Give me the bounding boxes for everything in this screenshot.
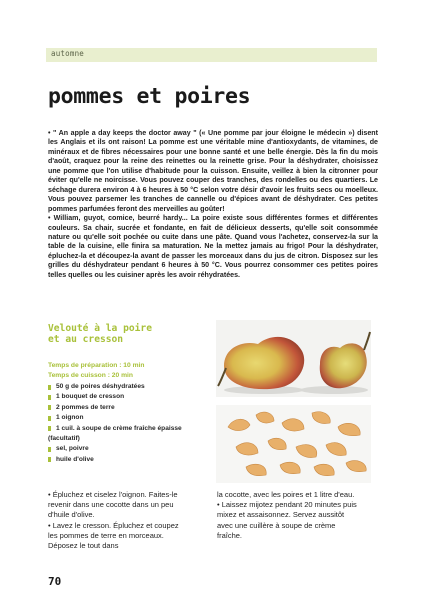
- intro-paragraph-apples: • " An apple a day keeps the doctor away " (« Une pomme par jour éloigne le médecin ») disent les Anglais et ils ont raison! La pomme est une véritable mine d'antioxydants, de vitamines, de minéraux et de fibres nécessaires pour une bonne santé et une belle énergie. Dès la fin du mois d'août, craquez pour la reine des reinettes ou la reinette grise. Pour la déshydrater, choisissez une pomme que l'on utilise d'habitude pour la cuisson. Ensuite, veillez à bien la citronner pour éviter qu'elle ne noircisse. Vous pouvez couper des tranches, des rondelles ou des quartiers. Le séchage durera environ 4 à 6 heures à 50 °C selon votre désir d'avoir les fruits secs ou moelleux. Vous pouvez parsemer les tranches de cannelle ou d'épices avant de déshydrater. Ces petites pommes parfumées feront des merveilles au goûter!: [48, 129, 378, 213]
- season-header-bar: [46, 48, 377, 62]
- ingredient-item: sel, poivre: [48, 444, 213, 454]
- recipe-title-line-1: Velouté à la poire: [48, 323, 152, 334]
- ingredient-item: (facultatif): [48, 435, 80, 443]
- ingredient-item: huile d'olive: [48, 455, 213, 465]
- season-label: automne: [51, 49, 85, 58]
- cook-time: Temps de cuisson : 20 min: [48, 371, 133, 379]
- ingredient-item: 2 pommes de terre: [48, 403, 213, 413]
- ingredient-item: 1 bouquet de cresson: [48, 392, 213, 402]
- intro-paragraph-pears: • William, guyot, comice, beurré hardy... La poire existe sous différentes formes et différentes couleurs. Sa chair, sucrée et fondante, en fait de délicieux desserts, qu'elle soit consommée nature ou qu'elle soit pochée ou cuite dans une pâte. Quand vous l'achetez, conservez-la sur la table de la cuisine, elle finira sa maturation. Ne la mettez jamais au frigo! Pour la déshydrater, épluchez-la et découpez-la avant de passer les morceaux dans du jus de citron. Disposez sur les grilles du déshydrateur pendant 6 heures à 50 °C. Vous pourrez consommer ces petites poires telles quelles ou les cuisiner après les avoir réhydratées.: [48, 214, 378, 279]
- dried-slices-illustration: [216, 405, 371, 483]
- recipe-step: la cocotte, avec les poires et 1 litre d'eau.: [217, 490, 355, 499]
- ingredient-item: 50 g de poires déshydratées: [48, 382, 213, 392]
- two-pears-photo: [216, 320, 371, 397]
- ingredient-list: [48, 382, 213, 465]
- recipe-steps-left-column: [48, 490, 188, 551]
- page-title: pommes et poires: [48, 84, 251, 109]
- prep-time: Temps de préparation : 10 min: [48, 362, 145, 369]
- recipe-steps-right-column: [217, 490, 362, 541]
- pears-illustration: [216, 320, 371, 397]
- page-number: 70: [48, 575, 62, 588]
- intro-text: [48, 129, 378, 280]
- ingredient-item: 1 cuil. à soupe de crème fraîche épaisse: [48, 424, 213, 434]
- ingredient-item: 1 oignon: [48, 413, 213, 423]
- recipe-step: • Lavez le cresson. Épluchez et coupez les pommes de terre en morceaux. Déposez le tout dans: [48, 520, 179, 551]
- recipe-step: • Épluchez et ciselez l'oignon. Faites-le revenir dans une cocotte dans un peu d'huile d'olive.: [48, 490, 178, 520]
- recipe-title-line-2: et au cresson: [48, 334, 124, 346]
- dried-pear-slices-photo: [216, 405, 371, 483]
- recipe-title: [48, 323, 198, 346]
- recipe-times: [48, 361, 145, 381]
- recipe-step: • Laissez mijotez pendant 20 minutes puis mixez et assaisonnez. Servez aussitôt avec une cuillère à soupe de crème fraîche.: [217, 500, 357, 540]
